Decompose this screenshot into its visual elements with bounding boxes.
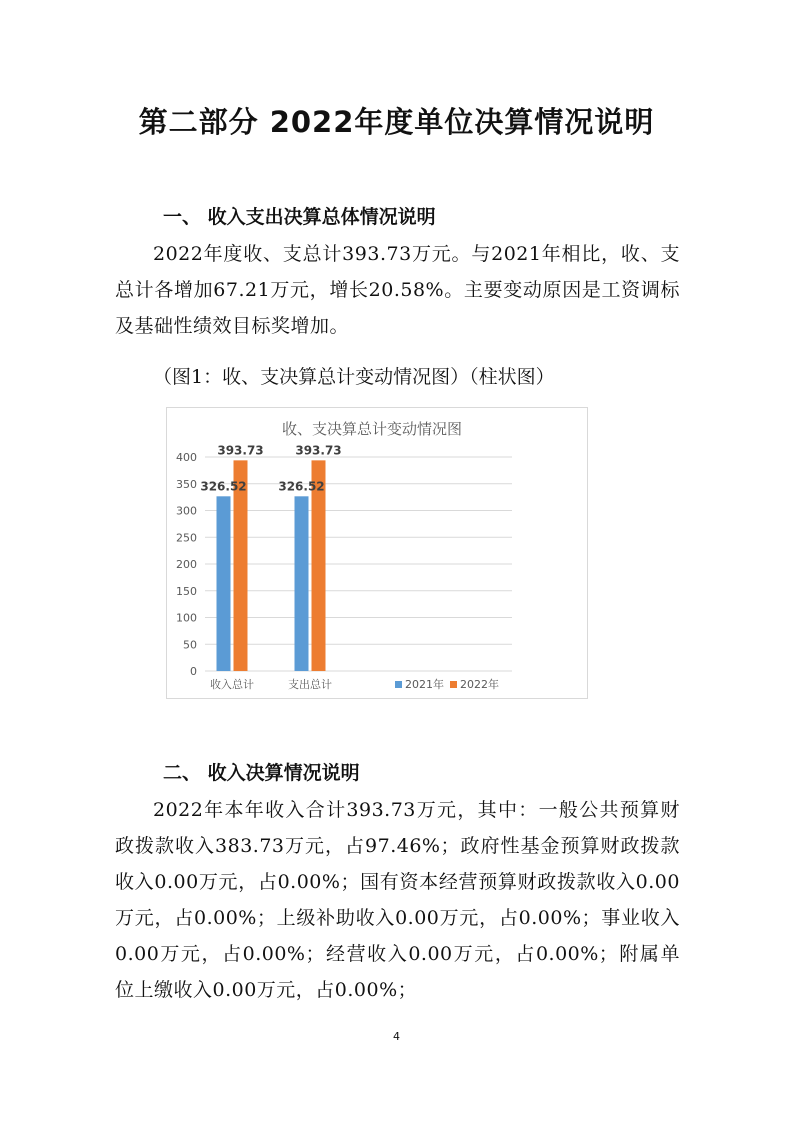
legend-label: 2021年 (405, 678, 444, 691)
x-tick-label: 支出总计 (288, 678, 332, 691)
legend-swatch (450, 681, 457, 688)
page-title: 第二部分 2022年度单位决算情况说明 (138, 105, 655, 139)
page-number: 4 (393, 1030, 400, 1043)
section2-heading: 二、 收入决算情况说明 (163, 762, 360, 784)
section1-heading: 一、 收入支出决算总体情况说明 (163, 206, 436, 228)
bar-chart (166, 407, 588, 699)
y-tick-label: 0 (190, 665, 197, 678)
data-label: 326.52 (200, 479, 247, 494)
chart-title: 收、支决算总计变动情况图 (281, 420, 463, 438)
section1-paragraph: 2022年度收、支总计393.73万元。与2021年相比，收、支总计各增加67.21万元，增长20.58%。主要变动原因是工资调标及基础性绩效目标奖增加。 (115, 243, 680, 337)
y-tick-label: 50 (183, 638, 197, 652)
y-tick-label: 400 (176, 451, 197, 464)
data-label: 326.52 (278, 479, 325, 494)
section2-paragraph: 2022年本年收入合计393.73万元，其中：一般公共预算财政拨款收入383.73万元，占97.46%；政府性基金预算财政拨款收入0.00万元，占0.00%；国有资本经营预算财政拨款收入0.00万元，占0.00%；上级补助收入0.00万元，占0.00%；事业收入0.00万元，占0.00%；经营收入0.00万元，占0.00%；附属单位上缴收入0.00万元，占0.00%； (115, 799, 680, 1001)
y-tick-label: 150 (176, 584, 197, 598)
x-tick-label: 收入总计 (210, 678, 254, 691)
y-tick-label: 300 (176, 504, 197, 518)
chart-svg (167, 408, 587, 698)
figure-caption: （图1：收、支决算总计变动情况图）（柱状图） (153, 366, 555, 388)
bar (295, 496, 309, 671)
legend-label: 2022年 (460, 678, 499, 691)
data-label: 393.73 (295, 443, 342, 458)
legend-swatch (395, 681, 402, 688)
y-tick-label: 100 (176, 611, 197, 625)
bar (217, 496, 231, 671)
y-tick-label: 350 (176, 477, 197, 491)
data-label: 393.73 (217, 443, 264, 458)
y-tick-label: 200 (176, 558, 197, 571)
y-tick-label: 250 (176, 531, 197, 545)
